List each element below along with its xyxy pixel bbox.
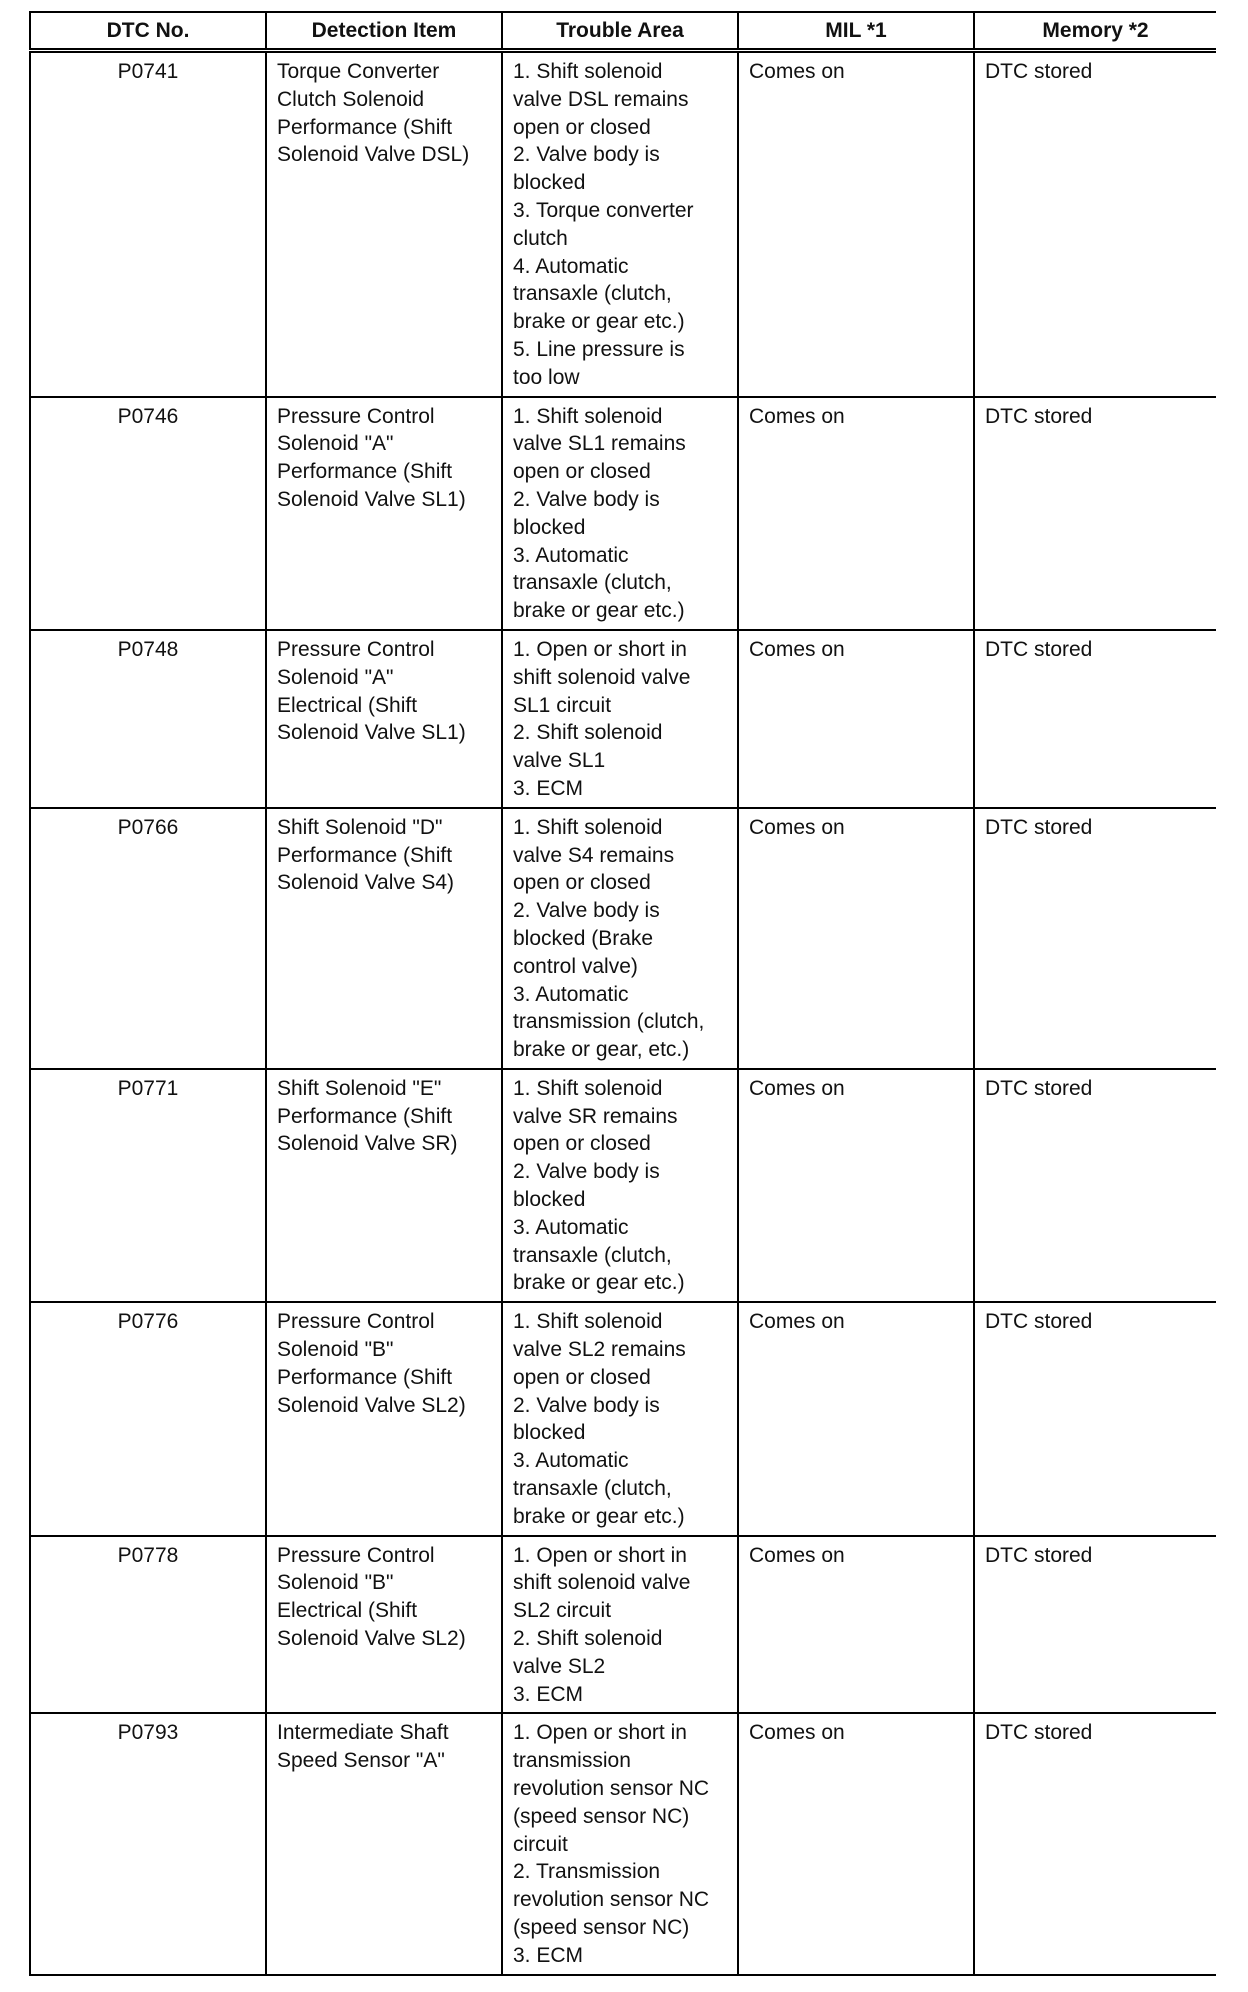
trouble-area-cell: [502, 1713, 738, 1974]
detection-item-line: Intermediate Shaft: [277, 1721, 449, 1745]
trouble-area-line: 3. ECM: [513, 1943, 584, 1967]
memory-cell: DTC stored: [974, 808, 1216, 1069]
trouble-area-line: open or closed: [513, 871, 651, 895]
detection-item-cell: [266, 1536, 502, 1714]
trouble-area-line: control valve): [513, 954, 638, 978]
trouble-area-line: brake or gear etc.): [513, 1504, 685, 1528]
trouble-area-line: (speed sensor NC): [513, 1916, 690, 1939]
trouble-area-line: circuit: [513, 1832, 568, 1856]
detection-item-line: Solenoid Valve SL2): [277, 1393, 466, 1417]
detection-item-line: Electrical (Shift: [277, 693, 418, 717]
trouble-area-line: transaxle (clutch,: [513, 282, 672, 306]
trouble-area-line: 2. Transmission: [513, 1860, 661, 1884]
trouble-area-line: blocked (Brake: [513, 926, 654, 950]
detection-item-cell: [266, 51, 502, 397]
trouble-area-line: valve SL1 remains: [513, 432, 686, 456]
detection-item-line: Speed Sensor "A": [277, 1749, 445, 1773]
trouble-area-line: 5. Line pressure is: [513, 337, 685, 361]
detection-item-line: Solenoid Valve DSL): [277, 143, 470, 167]
trouble-area-line: (speed sensor NC): [513, 1804, 690, 1828]
trouble-area-line: valve SL2 remains: [513, 1338, 686, 1362]
trouble-area-line: SL2 circuit: [513, 1599, 612, 1623]
detection-item-line: Pressure Control: [277, 1543, 435, 1567]
memory-cell: DTC stored: [974, 397, 1216, 630]
trouble-area-line: shift solenoid valve: [513, 1571, 691, 1595]
trouble-area-line: valve SL2: [513, 1654, 606, 1678]
dtc-code-cell: P0741: [30, 51, 266, 397]
trouble-area-line: 2. Valve body is: [513, 1393, 660, 1417]
table-row: [30, 51, 1216, 397]
memory-cell: DTC stored: [974, 1713, 1216, 1974]
trouble-area-line: too low: [513, 365, 580, 389]
mil-cell: Comes on: [738, 630, 974, 808]
dtc-code-cell: P0771: [30, 1069, 266, 1302]
dtc-code-cell: P0778: [30, 1536, 266, 1714]
dtc-code-cell: P0793: [30, 1713, 266, 1974]
mil-cell: Comes on: [738, 1069, 974, 1302]
memory-cell: DTC stored: [974, 1069, 1216, 1302]
table-row: [30, 808, 1216, 1069]
detection-item-line: Performance (Shift: [277, 843, 453, 867]
trouble-area-line: transaxle (clutch,: [513, 1477, 672, 1501]
detection-item-line: Solenoid "B": [277, 1338, 394, 1362]
trouble-area-cell: [502, 808, 738, 1069]
detection-item-cell: [266, 1713, 502, 1974]
mil-cell: Comes on: [738, 397, 974, 630]
header-dtc-no: DTC No.: [30, 12, 266, 51]
trouble-area-line: 3. Automatic: [513, 1215, 629, 1239]
detection-item-line: Solenoid "A": [277, 665, 394, 689]
trouble-area-line: brake or gear etc.): [513, 310, 685, 334]
dtc-code-cell: P0748: [30, 630, 266, 808]
trouble-area-line: transaxle (clutch,: [513, 1243, 672, 1267]
trouble-area-line: 2. Valve body is: [513, 1160, 660, 1184]
detection-item-line: Solenoid Valve SL2): [277, 1627, 466, 1651]
detection-item-line: Pressure Control: [277, 1310, 435, 1334]
memory-cell: DTC stored: [974, 630, 1216, 808]
detection-item-line: Solenoid Valve S4): [277, 871, 455, 895]
trouble-area-line: SL1 circuit: [513, 693, 612, 717]
trouble-area-line: 3. Automatic: [513, 543, 629, 567]
detection-item-line: Torque Converter: [277, 60, 440, 83]
detection-item-line: Pressure Control: [277, 637, 435, 661]
header-row: [30, 12, 1216, 51]
trouble-area-line: brake or gear etc.): [513, 599, 685, 623]
trouble-area-line: 4. Automatic: [513, 254, 629, 278]
table-row: [30, 1536, 1216, 1714]
dtc-code-cell: P0746: [30, 397, 266, 630]
detection-item-line: Electrical (Shift: [277, 1599, 418, 1623]
trouble-area-line: 1. Shift solenoid: [513, 60, 663, 83]
trouble-area-line: valve SL1: [513, 749, 606, 773]
memory-cell: DTC stored: [974, 1536, 1216, 1714]
trouble-area-line: clutch: [513, 226, 568, 250]
detection-item-line: Performance (Shift: [277, 1365, 453, 1389]
trouble-area-line: valve S4 remains: [513, 843, 675, 867]
trouble-area-line: 2. Shift solenoid: [513, 721, 663, 745]
table-row: [30, 1302, 1216, 1535]
trouble-area-line: open or closed: [513, 1132, 651, 1156]
trouble-area-line: open or closed: [513, 115, 651, 139]
mil-cell: Comes on: [738, 808, 974, 1069]
trouble-area-line: 2. Valve body is: [513, 487, 660, 511]
detection-item-line: Solenoid Valve SR): [277, 1132, 458, 1156]
table-row: [30, 630, 1216, 808]
detection-item-line: Shift Solenoid "D": [277, 815, 443, 839]
trouble-area-line: transmission: [513, 1749, 631, 1773]
dtc-code-cell: P0766: [30, 808, 266, 1069]
detection-item-line: Solenoid Valve SL1): [277, 721, 466, 745]
trouble-area-line: 1. Open or short in: [513, 1721, 687, 1745]
trouble-area-cell: [502, 397, 738, 630]
trouble-area-line: 3. Torque converter: [513, 198, 694, 222]
trouble-area-line: 3. ECM: [513, 1682, 584, 1706]
trouble-area-line: transaxle (clutch,: [513, 571, 672, 595]
trouble-area-line: 1. Shift solenoid: [513, 1076, 663, 1100]
detection-item-cell: [266, 808, 502, 1069]
trouble-area-line: 1. Shift solenoid: [513, 1310, 663, 1334]
mil-cell: Comes on: [738, 1302, 974, 1535]
mil-cell: Comes on: [738, 1536, 974, 1714]
table-body: [30, 51, 1216, 1975]
trouble-area-line: 1. Shift solenoid: [513, 815, 663, 839]
trouble-area-cell: [502, 1536, 738, 1714]
trouble-area-line: open or closed: [513, 460, 651, 484]
trouble-area-line: revolution sensor NC: [513, 1888, 710, 1912]
trouble-area-line: brake or gear etc.): [513, 1271, 685, 1295]
detection-item-cell: [266, 1069, 502, 1302]
detection-item-line: Clutch Solenoid: [277, 87, 425, 111]
trouble-area-line: blocked: [513, 1421, 586, 1445]
detection-item-cell: [266, 1302, 502, 1535]
detection-item-line: Solenoid "A": [277, 432, 394, 456]
trouble-area-cell: [502, 1069, 738, 1302]
detection-item-line: Solenoid "B": [277, 1571, 394, 1595]
trouble-area-line: 1. Open or short in: [513, 1543, 687, 1567]
dtc-code-cell: P0776: [30, 1302, 266, 1535]
trouble-area-line: 1. Open or short in: [513, 637, 687, 661]
trouble-area-line: blocked: [513, 1188, 586, 1212]
trouble-area-line: 2. Valve body is: [513, 143, 660, 167]
detection-item-line: Performance (Shift: [277, 115, 453, 139]
detection-item-cell: [266, 630, 502, 808]
trouble-area-line: 3. Automatic: [513, 982, 629, 1006]
header-trouble-area: Trouble Area: [502, 12, 738, 51]
trouble-area-line: shift solenoid valve: [513, 665, 691, 689]
trouble-area-line: blocked: [513, 515, 586, 539]
table-header: [30, 12, 1216, 51]
trouble-area-line: valve DSL remains: [513, 87, 689, 111]
trouble-area-line: open or closed: [513, 1365, 651, 1389]
trouble-area-line: 2. Shift solenoid: [513, 1627, 663, 1651]
detection-item-cell: [266, 397, 502, 630]
mil-cell: Comes on: [738, 51, 974, 397]
detection-item-line: Solenoid Valve SL1): [277, 487, 466, 511]
trouble-area-cell: [502, 1302, 738, 1535]
table-row: [30, 1069, 1216, 1302]
memory-cell: DTC stored: [974, 1302, 1216, 1535]
header-memory: Memory *2: [974, 12, 1216, 51]
dtc-table: [29, 11, 1216, 1976]
header-mil: MIL *1: [738, 12, 974, 51]
trouble-area-line: 2. Valve body is: [513, 899, 660, 923]
mil-cell: Comes on: [738, 1713, 974, 1974]
detection-item-line: Performance (Shift: [277, 1104, 453, 1128]
trouble-area-cell: [502, 630, 738, 808]
trouble-area-line: valve SR remains: [513, 1104, 678, 1128]
trouble-area-line: 1. Shift solenoid: [513, 404, 663, 428]
detection-item-line: Pressure Control: [277, 404, 435, 428]
detection-item-line: Shift Solenoid "E": [277, 1076, 442, 1100]
trouble-area-line: blocked: [513, 171, 586, 195]
trouble-area-cell: [502, 51, 738, 397]
header-detection-item: Detection Item: [266, 12, 502, 51]
trouble-area-line: brake or gear, etc.): [513, 1038, 690, 1062]
detection-item-line: Performance (Shift: [277, 460, 453, 484]
trouble-area-line: revolution sensor NC: [513, 1777, 710, 1801]
table-row: [30, 1713, 1216, 1974]
trouble-area-line: 3. Automatic: [513, 1449, 629, 1473]
trouble-area-line: transmission (clutch,: [513, 1010, 705, 1034]
trouble-area-line: 3. ECM: [513, 776, 584, 800]
memory-cell: DTC stored: [974, 51, 1216, 397]
table-row: [30, 397, 1216, 630]
